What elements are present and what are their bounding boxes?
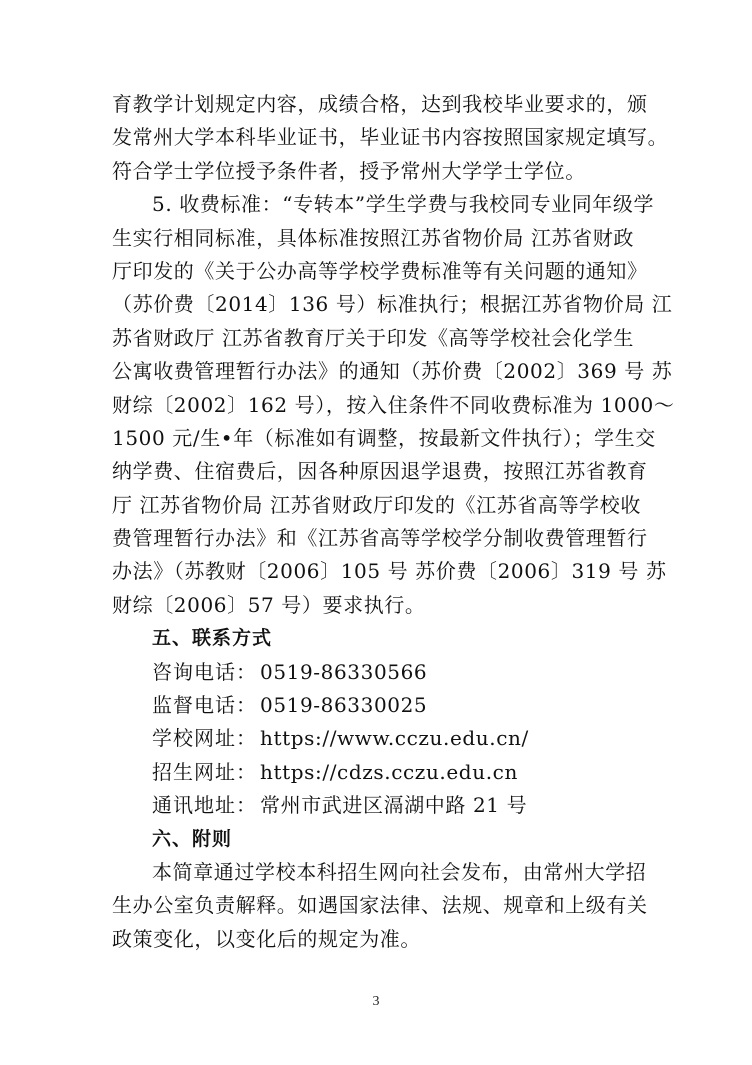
phone-number: 0519-86330566 bbox=[260, 659, 428, 684]
appendix-line: 政策变化，以变化后的规定为准。 bbox=[112, 926, 421, 951]
contact-row-supervision bbox=[112, 689, 664, 722]
mailing-address: 常州市武进区滆湖中路 21 号 bbox=[260, 793, 528, 818]
contact-row-school-site bbox=[112, 722, 664, 755]
contact-label: 监督电话： bbox=[152, 693, 257, 718]
fee-line: 厅 江苏省物价局 江苏省财政厅印发的《江苏省高等学校收 bbox=[112, 492, 641, 517]
fee-line: 财综〔2002〕162 号），按入住条件不同收费标准为 1000～ bbox=[112, 392, 675, 417]
document-body bbox=[112, 88, 675, 956]
contact-heading: 五、联系方式 bbox=[152, 627, 273, 650]
body-line: 育教学计划规定内容，成绩合格，达到我校毕业要求的，颁 bbox=[112, 92, 648, 116]
fee-line: 生实行相同标准，具体标准按照江苏省物价局 江苏省财政 bbox=[112, 225, 634, 250]
school-website-link[interactable]: https://www.cczu.edu.cn/ bbox=[260, 726, 529, 751]
body-line: 符合学士学位授予条件者，授予常州大学学士学位。 bbox=[112, 158, 586, 183]
appendix-line: 生办公室负责解释。如遇国家法律、法规、规章和上级有关 bbox=[112, 893, 648, 918]
fee-line: 公寓收费管理暂行办法》的通知（苏价费〔2002〕369 号 苏 bbox=[112, 359, 673, 384]
contact-label: 通讯地址： bbox=[152, 793, 257, 818]
contact-row-admission-site bbox=[112, 756, 664, 789]
appendix-heading: 六、附则 bbox=[152, 827, 233, 850]
fee-line: 纳学费、住宿费后，因各种原因退学退费，按照江苏省教育 bbox=[112, 459, 648, 484]
admission-website-link[interactable]: https://cdzs.cczu.edu.cn bbox=[260, 759, 518, 784]
fee-line: 财综〔2006〕57 号）要求执行。 bbox=[112, 592, 426, 617]
body-line: 发常州大学本科毕业证书，毕业证书内容按照国家规定填写。 bbox=[112, 125, 669, 150]
contact-row-phone bbox=[112, 656, 664, 689]
phone-number: 0519-86330025 bbox=[260, 693, 428, 718]
fee-paragraph-first-line: 5. 收费标准：“专转本”学生学费与我校同专业同年级学 bbox=[152, 192, 655, 217]
fee-line: 厅印发的《关于公办高等学校学费标准等有关问题的通知》 bbox=[112, 258, 648, 283]
contact-label: 招生网址： bbox=[152, 759, 257, 784]
fee-line: （苏价费〔2014〕136 号）标准执行；根据江苏省物价局 江 bbox=[112, 292, 673, 317]
fee-line: 1500 元/生•年（标准如有调整，按最新文件执行）；学生交 bbox=[112, 425, 656, 450]
appendix-line: 本简章通过学校本科招生网向社会发布，由常州大学招 bbox=[152, 859, 647, 884]
fee-line: 办法》（苏教财〔2006〕105 号 苏价费〔2006〕319 号 苏 bbox=[112, 559, 667, 584]
fee-line: 费管理暂行办法》和《江苏省高等学校学分制收费管理暂行 bbox=[112, 526, 648, 551]
fee-line: 苏省财政厅 江苏省教育厅关于印发《高等学校社会化学生 bbox=[112, 325, 634, 350]
contact-label: 学校网址： bbox=[152, 726, 257, 751]
contact-label: 咨询电话： bbox=[152, 659, 257, 684]
contact-row-address bbox=[112, 789, 664, 822]
page-number: 3 bbox=[372, 994, 380, 1009]
